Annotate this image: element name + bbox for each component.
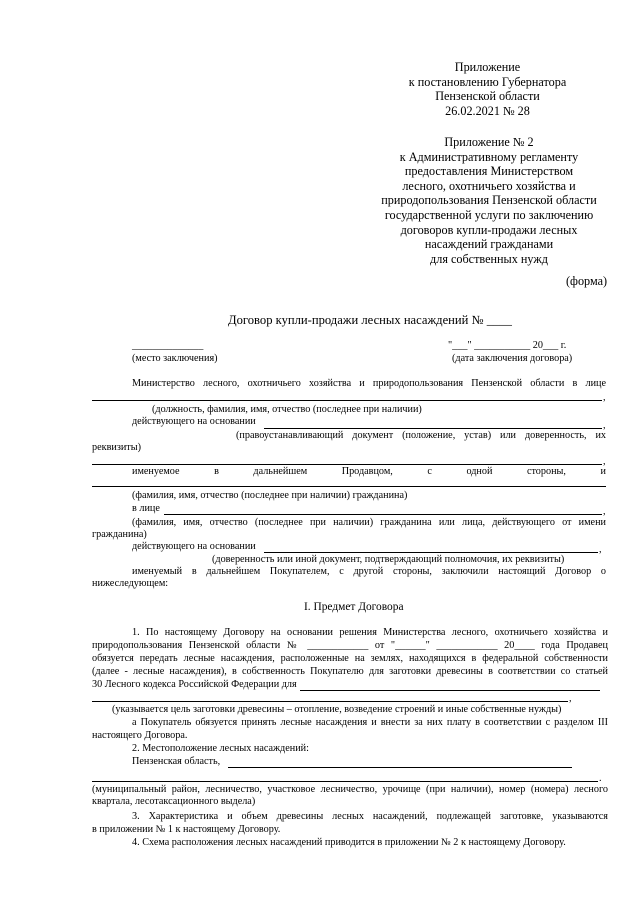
clause-text: 30 Лесного кодекса Российской Федерации для — [92, 679, 297, 690]
appendix-line: насаждений гражданами — [424, 237, 554, 252]
blank-line — [92, 486, 606, 487]
clause-text: 1. По настоящему Договору на основании решения Министерства лесного, охотничьего хозяйства и — [132, 627, 608, 638]
appendix-line: предоставления Министерством — [404, 164, 574, 179]
seller-word: в — [214, 466, 219, 477]
purpose-caption: (указывается цель заготовки древесины – отопление, возведение строений и иные собственные нужды) — [112, 704, 562, 715]
blank-line — [164, 514, 602, 515]
date-blank: "___" ___________ 20___ г. — [448, 340, 567, 351]
blank-line — [92, 701, 568, 702]
approval-line: 26.02.2021 № 28 — [445, 103, 530, 118]
basis-caption-cont: реквизиты) — [92, 442, 141, 453]
form-label: (форма) — [566, 274, 608, 288]
appendix-line: государственной услуги по заключению — [384, 207, 594, 222]
appendix-line: к Административному регламенту — [399, 149, 579, 164]
approval-line: Пензенской области — [435, 89, 540, 104]
approval-block — [370, 60, 605, 118]
section-heading: I. Предмет Договора — [304, 601, 404, 613]
doc-caption: (доверенность или иной документ, подтверждающий полномочия, их реквизиты) — [212, 554, 565, 565]
clause-text: а Покупатель обязуется принять лесные насаждения и внести за них плату в соответствии с разделом III — [132, 717, 608, 728]
approval-line: к постановлению Губернатора — [408, 74, 567, 89]
blank-line — [264, 552, 598, 553]
blank-line — [92, 400, 602, 401]
seller-word: именуемое — [132, 466, 180, 477]
clause-text: 2. Местоположение лесных насаждений: — [132, 743, 309, 754]
person-caption-cont: гражданина) — [92, 529, 147, 540]
comma: , — [603, 392, 606, 403]
basis-caption: (правоустанавливающий документ (положение, устав) или доверенность, их — [236, 430, 606, 441]
location-caption-cont: квартала, лесотаксационного выдела) — [92, 796, 256, 807]
comma: , — [603, 456, 606, 467]
blank-line — [92, 781, 598, 782]
buyer-line: именуемый в дальнейшем Покупателем, с другой стороны, заключили настоящий Договор о — [132, 566, 606, 577]
date-caption: (дата заключения договора) — [452, 353, 573, 364]
clause-text: в приложении № 1 к настоящему Договору. — [92, 824, 281, 835]
clause-text: 4. Схема расположения лесных насаждений приводится в приложении № 2 к настоящему Договору. — [132, 837, 566, 848]
comma: , — [603, 420, 606, 431]
clause-text: обязуется передать лесные насаждения, расположенные на землях, находящихся в федеральной собственности — [92, 653, 608, 664]
citizen-caption: (фамилия, имя, отчество (последнее при наличии) гражданина) — [132, 490, 408, 501]
in-person: в лице — [132, 503, 160, 514]
approval-line: Приложение — [454, 60, 521, 74]
clause-text: 3. Характеристика и объем древесины лесных насаждений, подлежащей заготовке, указываются — [132, 811, 608, 822]
appendix-line: Приложение № 2 — [444, 135, 534, 149]
blank-line — [228, 767, 572, 768]
location-caption: (муниципальный район, лесничество, участковое лесничество, урочище (при наличии), номер (номера) лесного — [92, 784, 608, 795]
comma: . — [599, 773, 602, 784]
comma: , — [599, 544, 602, 555]
place-caption: (место заключения) — [132, 353, 218, 364]
position-caption: (должность, фамилия, имя, отчество (последнее при наличии) — [152, 404, 422, 415]
appendix-line: лесного, охотничьего хозяйства и — [402, 178, 576, 193]
acting-basis-2: действующего на основании — [132, 541, 256, 552]
clause-text: (далее - лесные насаждения), в собственность Покупателю для заготовки древесины в соответствии со статьей — [92, 666, 608, 677]
appendix-block — [358, 135, 620, 266]
seller-word: и — [600, 466, 606, 477]
seller-word: одной — [466, 466, 493, 477]
contract-title: Договор купли-продажи лесных насаждений № ____ — [228, 313, 512, 327]
ministry-line: Министерство лесного, охотничьего хозяйства и природопользования Пензенской области в лице — [132, 378, 606, 389]
clause-text: природопользования Пензенской области № ____________ от "______" ____________ 20____ года Продавец — [92, 640, 608, 651]
buyer-line-cont: нижеследующем: — [92, 578, 169, 589]
seller-line — [132, 466, 606, 478]
appendix-line: договоров купли-продажи лесных — [400, 222, 578, 237]
blank-line — [92, 464, 602, 465]
appendix-line: природопользования Пензенской области — [381, 193, 597, 208]
person-caption: (фамилия, имя, отчество (последнее при наличии) гражданина или лица, действующего от имени — [132, 517, 606, 528]
seller-word: Продавцом, — [341, 466, 393, 477]
blank-line — [264, 428, 602, 429]
place-blank: ______________ — [132, 340, 204, 351]
comma: , — [603, 506, 606, 517]
comma: , — [569, 693, 572, 704]
seller-word: дальнейшем — [253, 466, 308, 477]
seller-word: стороны, — [526, 466, 566, 477]
blank-line — [300, 690, 600, 691]
seller-word: с — [427, 466, 432, 477]
clause-text: настоящего Договора. — [92, 730, 188, 741]
appendix-line: для собственных нужд — [430, 251, 548, 266]
acting-basis: действующего на основании — [132, 416, 256, 427]
region-label: Пензенская область, — [132, 756, 221, 767]
